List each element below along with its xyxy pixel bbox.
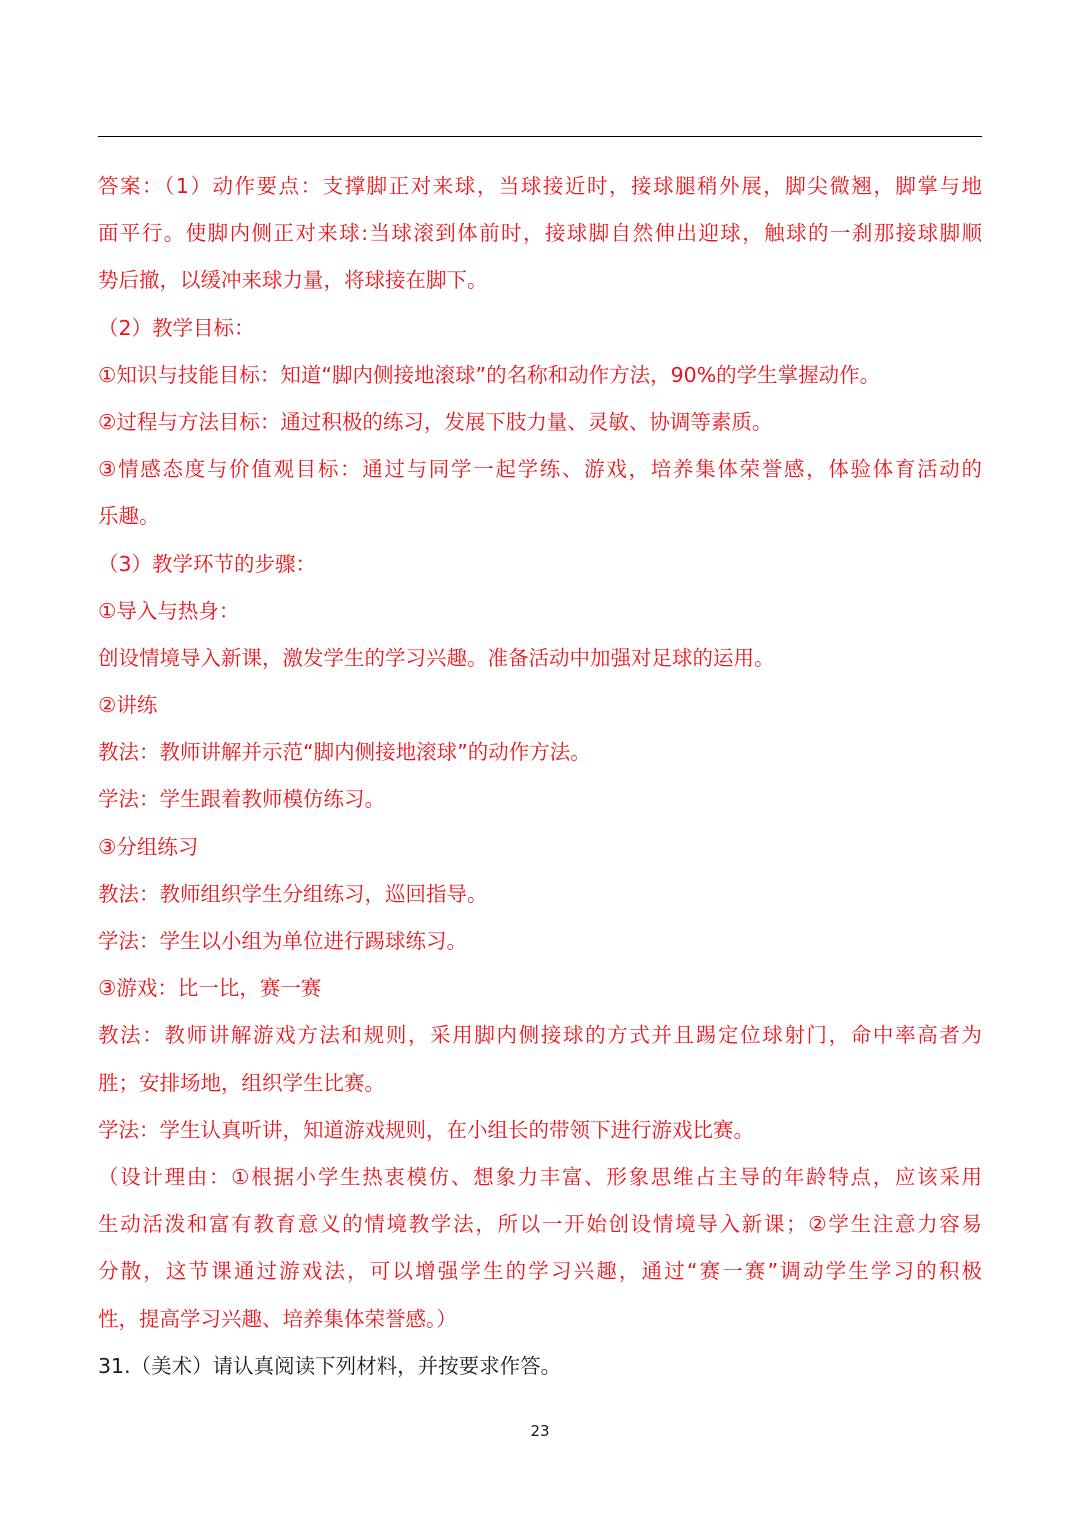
text-line: ③分组练习 — [98, 834, 199, 859]
text-line: 乐趣。 — [98, 504, 160, 529]
text-line: 胜；安排场地，组织学生比赛。 — [98, 1070, 385, 1095]
text-line: 分散，这节课通过游戏法，可以增强学生的学习兴趣，通过“赛一赛”调动学生学习的积极 — [98, 1259, 982, 1284]
answer-body — [98, 163, 982, 1390]
text-line: 面平行。使脚内侧正对来球:当球滚到体前时，接球脚自然伸出迎球，触球的一刹那接球脚顺 — [98, 221, 982, 246]
text-line: 生动活泼和富有教育意义的情境教学法，所以一开始创设情境导入新课；②学生注意力容易 — [98, 1212, 982, 1237]
text-line: （2）教学目标： — [98, 315, 255, 340]
text-line: ③情感态度与价值观目标：通过与同学一起学练、游戏，培养集体荣誉感，体验体育活动的 — [98, 457, 982, 482]
text-line: ①导入与热身： — [98, 598, 240, 623]
text-line: 学法：学生跟着教师模仿练习。 — [98, 787, 385, 812]
text-line: 教法：教师组织学生分组练习，巡回指导。 — [98, 881, 488, 906]
text-line: 创设情境导入新课，激发学生的学习兴趣。准备活动中加强对足球的运用。 — [98, 645, 775, 670]
text-line: ②过程与方法目标：通过积极的练习，发展下肢力量、灵敏、协调等素质。 — [98, 409, 773, 434]
text-line: ①知识与技能目标：知道“脚内侧接地滚球”的名称和动作方法，90%的学生掌握动作。 — [98, 362, 881, 387]
text-line: （3）教学环节的步骤： — [98, 551, 317, 576]
text-line: 势后撤，以缓冲来球力量，将球接在脚下。 — [98, 268, 488, 293]
page-number: 23 — [530, 1422, 550, 1440]
header-rule — [98, 136, 982, 137]
text-line: 教法：教师讲解并示范“脚内侧接地滚球”的动作方法。 — [98, 740, 591, 765]
text-line: 学法：学生认真听讲，知道游戏规则，在小组长的带领下进行游戏比赛。 — [98, 1117, 754, 1142]
text-line: 教法：教师讲解游戏方法和规则，采用脚内侧接球的方式并且踢定位球射门，命中率高者为 — [98, 1023, 982, 1048]
text-line: （设计理由：①根据小学生热衷模仿、想象力丰富、形象思维占主导的年龄特点，应该采用 — [98, 1164, 982, 1189]
text-line: ③游戏：比一比，赛一赛 — [98, 976, 322, 1001]
text-line: ②讲练 — [98, 693, 158, 718]
question-line: 31.（美术）请认真阅读下列材料，并按要求作答。 — [98, 1353, 562, 1378]
text-line: 性，提高学习兴趣、培养集体荣誉感。） — [98, 1306, 457, 1331]
text-line: 学法：学生以小组为单位进行踢球练习。 — [98, 929, 467, 953]
text-line: 答案：（1）动作要点：支撑脚正对来球，当球接近时，接球腿稍外展，脚尖微翘，脚掌与地 — [98, 174, 982, 198]
